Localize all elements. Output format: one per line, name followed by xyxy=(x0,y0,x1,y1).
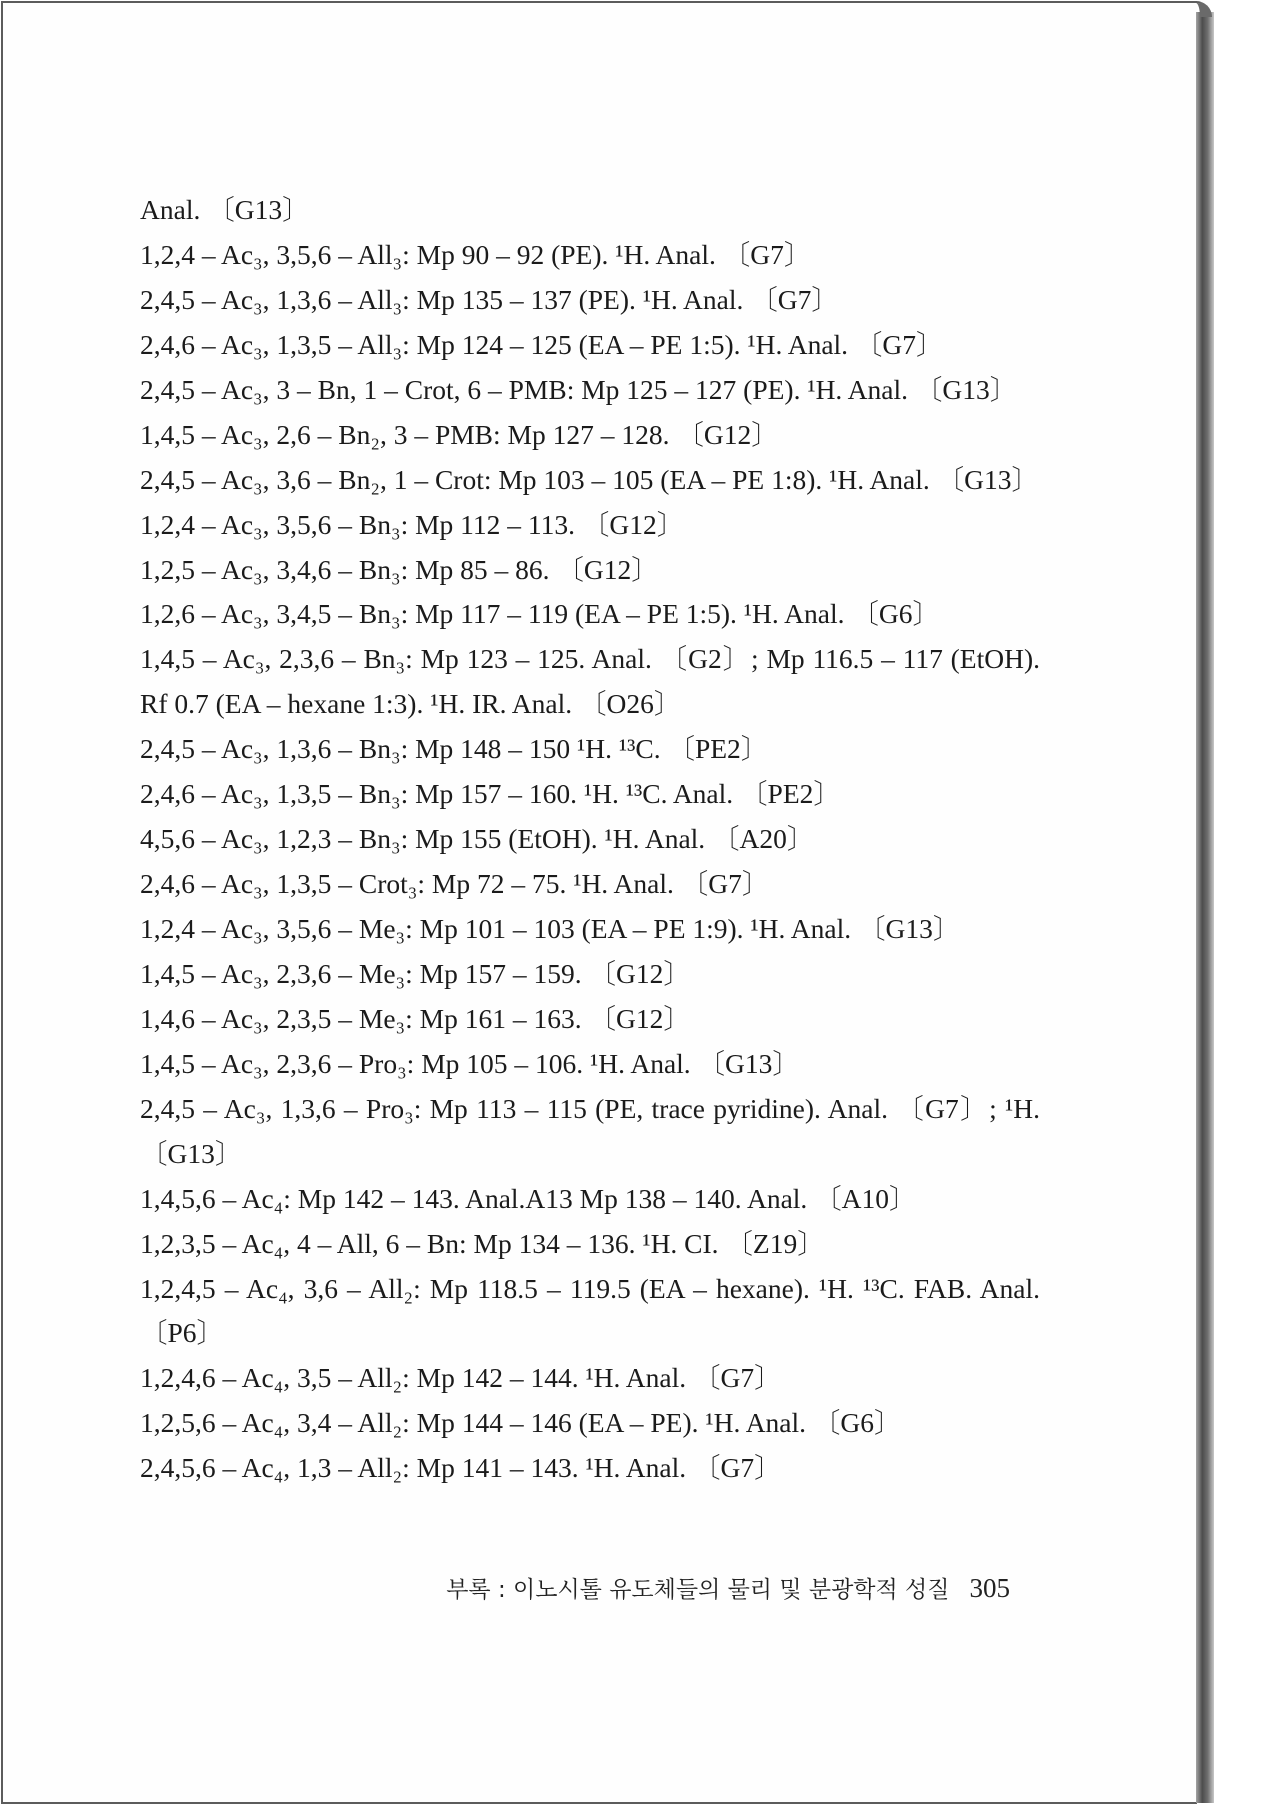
page-footer xyxy=(446,1571,1010,1607)
entry-line: 1,2,4,6 – Ac₄, 3,5 – All₂: Mp 142 – 144. ¹H. Anal. 〔G7〕 xyxy=(140,1362,782,1394)
entry-line: 2,4,6 – Ac₃, 1,3,5 – Crot₃: Mp 72 – 75. ¹H. Anal. 〔G7〕 xyxy=(140,868,770,900)
entry-line: 1,2,4,5 – Ac₄, 3,6 – All₂: Mp 118.5 – 119.5 (EA – hexane). ¹H. ¹³C. FAB. Anal. xyxy=(140,1272,1040,1304)
entry-line: 2,4,5 – Ac₃, 1,3,6 – All₃: Mp 135 – 137 (PE). ¹H. Anal. 〔G7〕 xyxy=(140,283,839,315)
entry-line: 1,2,5 – Ac₃, 3,4,6 – Bn₃: Mp 85 – 86. 〔G12〕 xyxy=(140,553,659,585)
page-corner-curl xyxy=(1178,1,1212,17)
entry-line: Anal. 〔G13〕 xyxy=(140,194,310,225)
entry-line: 1,2,4 – Ac₃, 3,5,6 – Me₃: Mp 101 – 103 (EA – PE 1:9). ¹H. Anal. 〔G13〕 xyxy=(140,913,961,944)
entry-line: 1,4,5 – Ac₃, 2,3,6 – Bn₃: Mp 123 – 125. Anal. 〔G2〕; Mp 116.5 – 117 (EtOH). xyxy=(140,643,1040,675)
entry-line: 2,4,6 – Ac₃, 1,3,5 – All₃: Mp 124 – 125 (EA – PE 1:5). ¹H. Anal. 〔G7〕 xyxy=(140,328,944,360)
entry-line: 1,4,5 – Ac₃, 2,6 – Bn₂, 3 – PMB: Mp 127 – 128. 〔G12〕 xyxy=(140,418,779,450)
entry-line: 1,2,4 – Ac₃, 3,5,6 – All₃: Mp 90 – 92 (PE). ¹H. Anal. 〔G7〕 xyxy=(140,238,812,270)
entry-line: 2,4,5 – Ac₃, 1,3,6 – Pro₃: Mp 113 – 115 (PE, trace pyridine). Anal. 〔G7〕; ¹H. xyxy=(140,1092,1040,1124)
entry-line: 〔P6〕 xyxy=(140,1317,225,1349)
entry-line: 1,4,5 – Ac₃, 2,3,6 – Me₃: Mp 157 – 159. 〔G12〕 xyxy=(140,957,691,989)
page-number: 305 xyxy=(969,1573,1010,1603)
running-title: 부록 : 이노시톨 유도체들의 물리 및 분광학적 성질 xyxy=(446,1577,950,1603)
entry-line: 4,5,6 – Ac₃, 1,2,3 – Bn₃: Mp 155 (EtOH). ¹H. Anal. 〔A20〕 xyxy=(140,823,815,855)
compound-entry-list xyxy=(140,188,1040,1491)
entry-line: 2,4,6 – Ac₃, 1,3,5 – Bn₃: Mp 157 – 160. ¹H. ¹³C. Anal. 〔PE2〕 xyxy=(140,778,841,810)
page-edge-shadow xyxy=(1196,12,1214,1803)
entry-line: 1,4,5,6 – Ac₄: Mp 142 – 143. Anal.A13 Mp 138 – 140. Anal. 〔A10〕 xyxy=(140,1182,917,1214)
entry-line: 1,4,5 – Ac₃, 2,3,6 – Pro₃: Mp 105 – 106. ¹H. Anal. 〔G13〕 xyxy=(140,1047,800,1079)
entry-line: 1,2,5,6 – Ac₄, 3,4 – All₂: Mp 144 – 146 (EA – PE). ¹H. Anal. 〔G6〕 xyxy=(140,1407,902,1439)
entry-line: 2,4,5 – Ac₃, 1,3,6 – Bn₃: Mp 148 – 150 ¹H. ¹³C. 〔PE2〕 xyxy=(140,733,769,765)
entry-line: 1,4,6 – Ac₃, 2,3,5 – Me₃: Mp 161 – 163. 〔G12〕 xyxy=(140,1002,691,1034)
entry-line: 2,4,5,6 – Ac₄, 1,3 – All₂: Mp 141 – 143. ¹H. Anal. 〔G7〕 xyxy=(140,1452,782,1484)
entry-line: 2,4,5 – Ac₃, 3 – Bn, 1 – Crot, 6 – PMB: Mp 125 – 127 (PE). ¹H. Anal. 〔G13〕 xyxy=(140,373,1018,405)
entry-line: Rf 0.7 (EA – hexane 1:3). ¹H. IR. Anal. 〔O26〕 xyxy=(140,688,682,720)
entry-line: 1,2,6 – Ac₃, 3,4,5 – Bn₃: Mp 117 – 119 (EA – PE 1:5). ¹H. Anal. 〔G6〕 xyxy=(140,598,940,630)
entry-line: 2,4,5 – Ac₃, 3,6 – Bn₂, 1 – Crot: Mp 103 – 105 (EA – PE 1:8). ¹H. Anal. 〔G13〕 xyxy=(140,463,1040,495)
entry-line: 1,2,4 – Ac₃, 3,5,6 – Bn₃: Mp 112 – 113. 〔G12〕 xyxy=(140,508,685,540)
entry-line: 〔G13〕 xyxy=(140,1137,243,1169)
entry-line: 1,2,3,5 – Ac₄, 4 – All, 6 – Bn: Mp 134 – 136. ¹H. CI. 〔Z19〕 xyxy=(140,1227,825,1259)
